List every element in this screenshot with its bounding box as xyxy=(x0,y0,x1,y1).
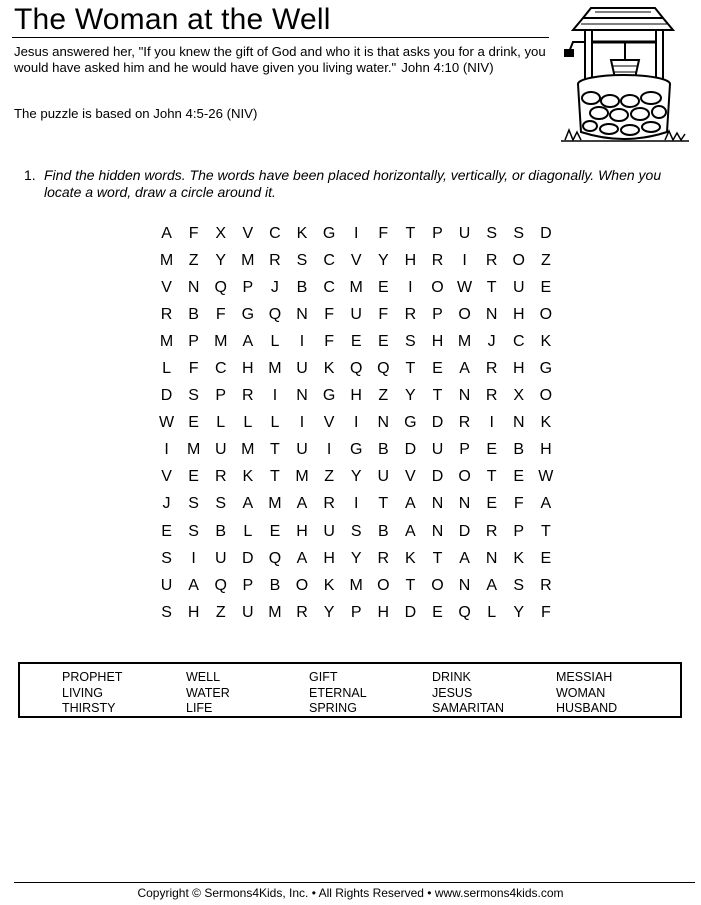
grid-letter[interactable]: B xyxy=(377,522,389,540)
question-instructions: Find the hidden words. The words have been placed horizontally, vertically, or diagonally. When you locate a word, draw a circle around it. xyxy=(44,167,662,200)
grid-letter[interactable]: A xyxy=(405,495,416,513)
word-list-item: WOMAN xyxy=(556,685,606,700)
grid-letter[interactable]: I xyxy=(299,332,305,350)
grid-letter[interactable]: E xyxy=(486,441,497,459)
word-list-item: LIFE xyxy=(186,701,213,715)
grid-letter[interactable]: M xyxy=(214,332,228,350)
page-title: The Woman at the Well xyxy=(14,3,331,36)
grid-letter[interactable]: A xyxy=(188,576,199,594)
grid-letter[interactable]: S xyxy=(296,251,308,269)
grid-letter[interactable]: S xyxy=(161,603,172,621)
grid-letter[interactable]: N xyxy=(431,522,444,540)
word-list-item: ETERNAL xyxy=(309,685,367,700)
grid-letter[interactable]: R xyxy=(485,360,498,378)
grid-letter[interactable]: O xyxy=(458,468,471,486)
word-column xyxy=(62,670,182,717)
word-list-item: HUSBAND xyxy=(556,701,618,715)
grid-letter[interactable]: Y xyxy=(377,251,389,269)
grid-letter[interactable]: Z xyxy=(188,251,199,269)
grid-letter[interactable]: K xyxy=(405,549,416,567)
grid-letter[interactable]: T xyxy=(405,360,416,378)
grid-letter[interactable]: R xyxy=(214,468,227,486)
grid-letter[interactable]: N xyxy=(431,495,444,513)
word-list-item: PROPHET xyxy=(62,670,123,684)
grid-letter[interactable]: M xyxy=(241,251,255,269)
grid-letter[interactable]: U xyxy=(323,522,335,540)
word-search-grid xyxy=(153,220,559,626)
grid-letter[interactable]: C xyxy=(323,278,335,296)
grid-letter[interactable]: A xyxy=(296,549,308,567)
grid-letter[interactable]: I xyxy=(299,414,305,432)
grid-letter[interactable]: M xyxy=(186,441,201,459)
grid-letter[interactable]: U xyxy=(512,278,525,296)
grid-letter[interactable]: Z xyxy=(215,603,226,621)
grid-letter[interactable]: R xyxy=(377,549,390,567)
word-list-item: THIRSTY xyxy=(62,701,116,715)
grid-letter[interactable]: R xyxy=(485,251,498,269)
word-list-item: WATER xyxy=(186,685,230,700)
grid-letter[interactable]: O xyxy=(431,576,444,594)
grid-letter[interactable]: Y xyxy=(350,549,362,567)
grid-letter[interactable]: X xyxy=(513,387,525,405)
grid-letter[interactable]: H xyxy=(377,603,390,621)
word-list-item: WELL xyxy=(186,670,221,684)
grid-letter[interactable]: W xyxy=(158,414,175,432)
grid-letter[interactable]: K xyxy=(540,332,552,350)
grid-letter[interactable]: U xyxy=(214,441,227,459)
grid-letter[interactable]: I xyxy=(408,278,413,296)
grid-letter[interactable]: D xyxy=(431,414,444,432)
scripture-verse xyxy=(14,44,554,76)
grid-letter[interactable]: Y xyxy=(215,251,227,269)
grid-letter[interactable]: F xyxy=(215,305,226,323)
grid-letter[interactable]: V xyxy=(350,251,362,269)
grid-letter[interactable]: Z xyxy=(540,251,551,269)
grid-letter[interactable]: H xyxy=(350,387,362,405)
word-list-item: JESUS xyxy=(432,685,473,700)
grid-letter[interactable]: N xyxy=(377,414,390,432)
grid-letter[interactable]: D xyxy=(160,387,173,405)
grid-letter[interactable]: N xyxy=(296,305,308,323)
grid-letter[interactable]: U xyxy=(377,468,390,486)
word-bank xyxy=(18,662,682,718)
word-column xyxy=(309,670,429,717)
grid-row xyxy=(153,410,559,437)
grid-letter[interactable]: H xyxy=(512,360,525,378)
grid-letter[interactable]: P xyxy=(432,224,443,242)
grid-row xyxy=(153,545,559,572)
grid-letter[interactable]: R xyxy=(485,387,498,405)
grid-letter[interactable]: P xyxy=(215,387,227,405)
grid-letter[interactable]: U xyxy=(350,305,362,323)
grid-letter[interactable]: A xyxy=(242,495,254,513)
grid-letter[interactable]: N xyxy=(458,495,471,513)
grid-letter[interactable]: H xyxy=(512,305,525,323)
grid-letter[interactable]: M xyxy=(159,251,174,269)
grid-letter[interactable]: G xyxy=(349,441,363,459)
grid-letter[interactable]: J xyxy=(162,495,171,513)
grid-letter[interactable]: G xyxy=(241,305,255,323)
grid-letter[interactable]: Q xyxy=(268,305,282,323)
grid-letter[interactable]: Q xyxy=(214,576,227,594)
word-list-item: SAMARITAN xyxy=(432,701,504,715)
grid-letter[interactable]: B xyxy=(215,522,227,540)
copyright-footer: Copyright © Sermons4Kids, Inc. • All Rights Reserved • www.sermons4kids.com xyxy=(137,886,564,900)
grid-letter[interactable]: S xyxy=(215,495,227,513)
grid-letter[interactable]: M xyxy=(268,495,282,513)
grid-letter[interactable]: E xyxy=(377,332,389,350)
grid-letter[interactable]: S xyxy=(513,224,525,242)
grid-letter[interactable]: O xyxy=(539,305,553,323)
grid-letter[interactable]: V xyxy=(323,414,335,432)
grid-letter[interactable]: H xyxy=(296,522,308,540)
grid-letter[interactable]: F xyxy=(324,332,334,350)
grid-letter[interactable]: K xyxy=(242,468,254,486)
grid-letter[interactable]: D xyxy=(431,468,444,486)
verse-text: Jesus answered her, "If you knew the gift of God and who it is that asks you for a drink, you would have asked him and he would have given you living water." xyxy=(14,44,546,75)
grid-letter[interactable]: D xyxy=(540,224,552,242)
grid-letter[interactable]: B xyxy=(269,576,281,594)
grid-letter[interactable]: T xyxy=(405,224,416,242)
grid-row xyxy=(153,328,559,355)
grid-letter[interactable]: U xyxy=(431,441,444,459)
grid-letter[interactable]: G xyxy=(322,224,336,242)
grid-letter[interactable]: B xyxy=(188,305,199,323)
grid-letter[interactable]: R xyxy=(485,522,498,540)
footer-divider xyxy=(14,882,695,883)
word-list-item: SPRING xyxy=(309,701,357,715)
grid-letter[interactable]: I xyxy=(353,224,359,242)
grid-letter[interactable]: E xyxy=(161,522,172,540)
grid-letter[interactable]: B xyxy=(513,441,525,459)
verse-reference: John 4:10 (NIV) xyxy=(401,60,494,75)
grid-letter[interactable]: I xyxy=(326,441,332,459)
grid-letter[interactable]: R xyxy=(540,576,552,594)
grid-letter[interactable]: M xyxy=(295,468,309,486)
grid-row xyxy=(153,599,559,626)
grid-letter[interactable]: I xyxy=(353,495,359,513)
grid-letter[interactable]: M xyxy=(349,278,363,296)
grid-letter[interactable]: D xyxy=(458,522,471,540)
grid-row xyxy=(153,383,559,410)
grid-letter[interactable]: M xyxy=(268,360,282,378)
grid-letter[interactable]: R xyxy=(242,387,254,405)
word-list-item: LIVING xyxy=(62,685,103,700)
grid-letter[interactable]: A xyxy=(486,576,497,594)
grid-row xyxy=(153,274,559,301)
grid-letter[interactable]: W xyxy=(538,468,554,486)
grid-letter[interactable]: Y xyxy=(405,387,416,405)
grid-letter[interactable]: V xyxy=(405,468,416,486)
grid-letter[interactable]: N xyxy=(458,387,471,405)
grid-letter[interactable]: O xyxy=(458,305,471,323)
grid-row xyxy=(153,355,559,382)
word-column xyxy=(432,670,552,717)
grid-letter[interactable]: V xyxy=(242,224,254,242)
grid-letter[interactable]: R xyxy=(404,305,417,323)
grid-letter[interactable]: A xyxy=(459,549,470,567)
grid-letter[interactable]: Q xyxy=(349,360,363,378)
grid-letter[interactable]: L xyxy=(162,360,171,378)
grid-letter[interactable]: W xyxy=(457,278,473,296)
grid-letter[interactable]: P xyxy=(188,332,199,350)
grid-letter[interactable]: E xyxy=(188,468,199,486)
grid-letter[interactable]: Y xyxy=(350,468,362,486)
grid-row xyxy=(153,464,559,491)
grid-letter[interactable]: E xyxy=(540,549,552,567)
grid-letter[interactable]: E xyxy=(513,468,525,486)
grid-letter[interactable]: S xyxy=(486,224,497,242)
grid-letter[interactable]: H xyxy=(404,251,417,269)
grid-letter[interactable]: M xyxy=(457,332,472,350)
grid-letter[interactable]: J xyxy=(487,332,496,350)
grid-letter[interactable]: P xyxy=(350,603,362,621)
grid-letter[interactable]: M xyxy=(268,603,282,621)
grid-letter[interactable]: S xyxy=(161,549,172,567)
grid-letter[interactable]: A xyxy=(296,495,308,513)
grid-letter[interactable]: H xyxy=(323,549,335,567)
grid-letter[interactable]: A xyxy=(242,332,254,350)
grid-letter[interactable]: K xyxy=(513,549,525,567)
grid-letter[interactable]: C xyxy=(214,360,227,378)
grid-letter[interactable]: I xyxy=(164,441,169,459)
grid-letter[interactable]: L xyxy=(243,522,253,540)
grid-letter[interactable]: H xyxy=(187,603,200,621)
grid-letter[interactable]: K xyxy=(323,576,335,594)
grid-letter[interactable]: G xyxy=(404,414,417,432)
grid-letter[interactable]: N xyxy=(187,278,200,296)
grid-letter[interactable]: U xyxy=(160,576,173,594)
grid-letter[interactable]: P xyxy=(432,305,443,323)
grid-letter[interactable]: Z xyxy=(324,468,334,486)
grid-letter[interactable]: Z xyxy=(378,387,389,405)
grid-letter[interactable]: O xyxy=(295,576,309,594)
grid-letter[interactable]: F xyxy=(513,495,524,513)
grid-letter[interactable]: X xyxy=(215,224,227,242)
grid-letter[interactable]: A xyxy=(405,522,416,540)
grid-letter[interactable]: R xyxy=(269,251,281,269)
grid-letter[interactable]: F xyxy=(378,305,389,323)
grid-letter[interactable]: P xyxy=(513,522,525,540)
grid-letter[interactable]: A xyxy=(540,495,552,513)
grid-letter[interactable]: E xyxy=(377,278,389,296)
grid-letter[interactable]: F xyxy=(188,224,199,242)
grid-letter[interactable]: A xyxy=(459,360,470,378)
grid-letter[interactable]: C xyxy=(512,332,525,350)
grid-letter[interactable]: T xyxy=(270,441,280,459)
grid-letter[interactable]: E xyxy=(188,414,199,432)
grid-letter[interactable]: R xyxy=(431,251,444,269)
grid-letter[interactable]: Y xyxy=(323,603,335,621)
grid-letter[interactable]: P xyxy=(242,576,254,594)
grid-letter[interactable]: K xyxy=(540,414,552,432)
grid-letter[interactable]: O xyxy=(377,576,390,594)
grid-row xyxy=(153,247,559,274)
grid-letter[interactable]: K xyxy=(323,360,335,378)
wishing-well-illustration xyxy=(555,0,695,150)
grid-letter[interactable]: A xyxy=(161,224,172,242)
word-column xyxy=(186,670,306,717)
grid-letter[interactable]: C xyxy=(323,251,335,269)
grid-letter[interactable]: E xyxy=(432,360,443,378)
grid-letter[interactable]: E xyxy=(432,603,443,621)
grid-letter[interactable]: N xyxy=(485,305,498,323)
grid-letter[interactable]: E xyxy=(350,332,362,350)
word-list-item: DRINK xyxy=(432,670,471,684)
grid-letter[interactable]: D xyxy=(404,603,417,621)
grid-letter[interactable]: H xyxy=(540,441,552,459)
word-list-item: MESSIAH xyxy=(556,670,613,684)
grid-letter[interactable]: N xyxy=(512,414,525,432)
grid-letter[interactable]: F xyxy=(188,360,199,378)
grid-letter[interactable]: T xyxy=(432,549,443,567)
grid-letter[interactable]: V xyxy=(161,468,172,486)
grid-letter[interactable]: K xyxy=(296,224,308,242)
grid-letter[interactable]: F xyxy=(378,224,389,242)
grid-letter[interactable]: B xyxy=(377,441,389,459)
grid-letter[interactable]: U xyxy=(296,441,308,459)
grid-letter[interactable]: L xyxy=(243,414,253,432)
grid-letter[interactable]: Q xyxy=(458,603,471,621)
grid-letter[interactable]: E xyxy=(486,495,497,513)
grid-letter[interactable]: I xyxy=(489,414,494,432)
word-column xyxy=(556,670,676,717)
grid-letter[interactable]: S xyxy=(405,332,416,350)
grid-letter[interactable]: G xyxy=(322,387,336,405)
grid-letter[interactable]: R xyxy=(458,414,471,432)
grid-letter[interactable]: G xyxy=(539,360,553,378)
grid-letter[interactable]: N xyxy=(485,549,498,567)
grid-letter[interactable]: F xyxy=(324,305,334,323)
grid-letter[interactable]: L xyxy=(270,414,280,432)
grid-letter[interactable]: L xyxy=(216,414,226,432)
grid-letter[interactable]: P xyxy=(459,441,470,459)
grid-letter[interactable]: M xyxy=(349,576,363,594)
grid-letter[interactable]: O xyxy=(431,278,444,296)
grid-letter[interactable]: M xyxy=(241,441,255,459)
grid-letter[interactable]: Q xyxy=(268,549,282,567)
grid-letter[interactable]: C xyxy=(269,224,281,242)
grid-letter[interactable]: R xyxy=(323,495,335,513)
grid-letter[interactable]: I xyxy=(462,251,467,269)
title-divider xyxy=(12,37,549,38)
grid-letter[interactable]: L xyxy=(270,332,280,350)
grid-letter[interactable]: T xyxy=(378,495,389,513)
grid-letter[interactable]: U xyxy=(296,360,308,378)
grid-letter[interactable]: U xyxy=(214,549,227,567)
grid-letter[interactable]: U xyxy=(242,603,254,621)
grid-letter[interactable]: O xyxy=(512,251,525,269)
grid-letter[interactable]: Q xyxy=(214,278,227,296)
grid-row xyxy=(153,518,559,545)
grid-row xyxy=(153,301,559,328)
grid-letter[interactable]: E xyxy=(269,522,281,540)
question-number: 1. xyxy=(24,167,36,183)
grid-letter[interactable]: T xyxy=(486,278,497,296)
grid-letter[interactable]: T xyxy=(432,387,443,405)
grid-letter[interactable]: T xyxy=(540,522,551,540)
grid-letter[interactable]: S xyxy=(188,387,199,405)
grid-letter[interactable]: S xyxy=(188,522,199,540)
grid-row xyxy=(153,572,559,599)
grid-letter[interactable]: H xyxy=(431,332,444,350)
word-list-item: GIFT xyxy=(309,670,338,684)
grid-letter[interactable]: B xyxy=(296,278,308,296)
grid-letter[interactable]: I xyxy=(353,414,359,432)
grid-letter[interactable]: Q xyxy=(377,360,390,378)
grid-letter[interactable]: H xyxy=(242,360,254,378)
grid-letter[interactable]: S xyxy=(513,576,525,594)
grid-letter[interactable]: S xyxy=(350,522,362,540)
grid-letter[interactable]: M xyxy=(159,332,174,350)
grid-letter[interactable]: V xyxy=(161,278,172,296)
grid-letter[interactable]: F xyxy=(540,603,551,621)
grid-row xyxy=(153,491,559,518)
grid-letter[interactable]: P xyxy=(242,278,254,296)
grid-letter[interactable]: L xyxy=(487,603,497,621)
puzzle-basis: The puzzle is based on John 4:5-26 (NIV) xyxy=(14,106,258,121)
grid-letter[interactable]: D xyxy=(242,549,254,567)
grid-letter[interactable]: E xyxy=(540,278,552,296)
grid-row xyxy=(153,437,559,464)
grid-letter[interactable]: Y xyxy=(513,603,525,621)
grid-letter[interactable]: R xyxy=(160,305,173,323)
grid-letter[interactable]: T xyxy=(486,468,497,486)
grid-letter[interactable]: U xyxy=(458,224,471,242)
grid-letter[interactable]: N xyxy=(296,387,308,405)
grid-letter[interactable]: R xyxy=(296,603,308,621)
grid-letter[interactable]: S xyxy=(188,495,199,513)
grid-letter[interactable]: I xyxy=(272,387,278,405)
grid-letter[interactable]: O xyxy=(539,387,553,405)
grid-letter[interactable]: T xyxy=(405,576,416,594)
grid-row xyxy=(153,220,559,247)
grid-letter[interactable]: I xyxy=(191,549,196,567)
grid-letter[interactable]: J xyxy=(270,278,279,296)
grid-letter[interactable]: D xyxy=(404,441,417,459)
grid-letter[interactable]: N xyxy=(458,576,471,594)
grid-letter[interactable]: T xyxy=(270,468,280,486)
